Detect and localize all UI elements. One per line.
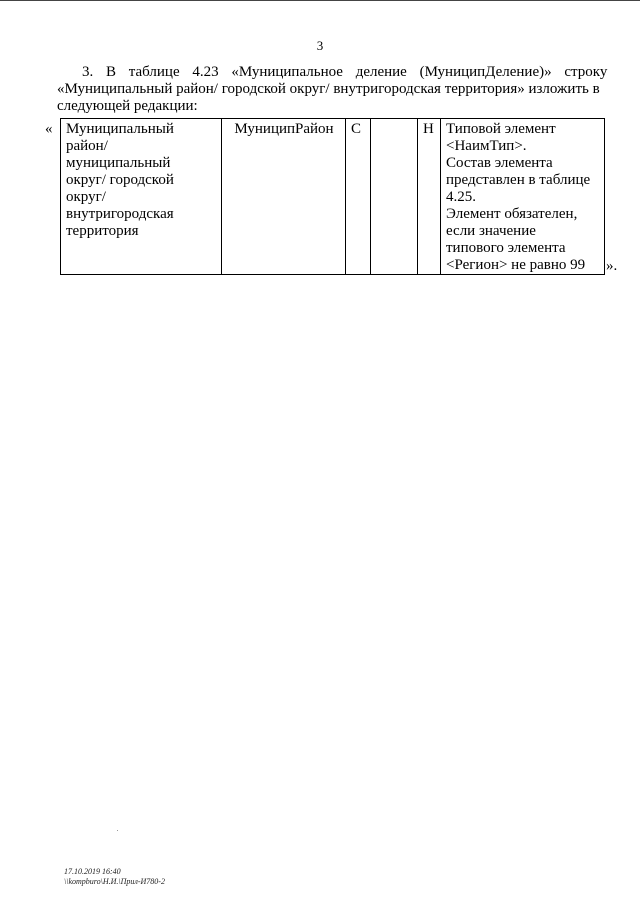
top-border-line	[0, 0, 640, 1]
document-footer	[64, 867, 165, 887]
element-type-cell: С	[346, 119, 371, 275]
opening-quote: «	[45, 121, 53, 137]
closing-quote: ».	[606, 258, 618, 274]
description-line: <НаимТип>.	[446, 138, 527, 154]
element-name-line: внутригородская	[66, 206, 174, 222]
element-name-line: округ/	[66, 189, 106, 205]
paragraph-line-3: следующей редакции:	[57, 98, 198, 114]
element-name-cell	[61, 119, 222, 275]
description-line: Элемент обязателен,	[446, 206, 578, 222]
element-name-line: район/	[66, 138, 108, 154]
element-name-line: Муниципальный	[66, 121, 174, 137]
footer-file-path: \\kompburo\Н.И.\Прил-И780-2	[64, 877, 165, 886]
element-format-cell	[371, 119, 418, 275]
description-line: если значение	[446, 223, 536, 239]
scan-speck	[117, 830, 118, 831]
element-name-line: муниципальный	[66, 155, 171, 171]
description-line: типового элемента	[446, 240, 566, 256]
description-line: <Регион> не равно 99	[446, 257, 586, 273]
description-line: Состав элемента	[446, 155, 553, 171]
paragraph-line-2: «Муниципальный район/ городской округ/ внутригородская территория» изложить в	[57, 81, 600, 97]
table-row	[61, 119, 605, 275]
element-name-line: территория	[66, 223, 139, 239]
description-line: представлен в таблице	[446, 172, 591, 188]
description-line: Типовой элемент	[446, 121, 556, 137]
footer-timestamp: 17.10.2019 16:40	[64, 867, 121, 876]
page-number: 3	[316, 38, 324, 53]
element-name-line: округ/ городской	[66, 172, 174, 188]
element-required-cell: Н	[418, 119, 441, 275]
description-line: 4.25.	[446, 189, 476, 205]
element-code-cell: МуниципРайон	[222, 119, 346, 275]
paragraph-line-1	[82, 64, 612, 81]
amendment-paragraph	[57, 64, 612, 115]
paragraph-line-1-text: 3. В таблице 4.23 «Муниципальное деление (МуниципДеление)» строку	[82, 64, 608, 80]
element-description-cell	[441, 119, 605, 275]
amended-table-row	[60, 118, 605, 275]
